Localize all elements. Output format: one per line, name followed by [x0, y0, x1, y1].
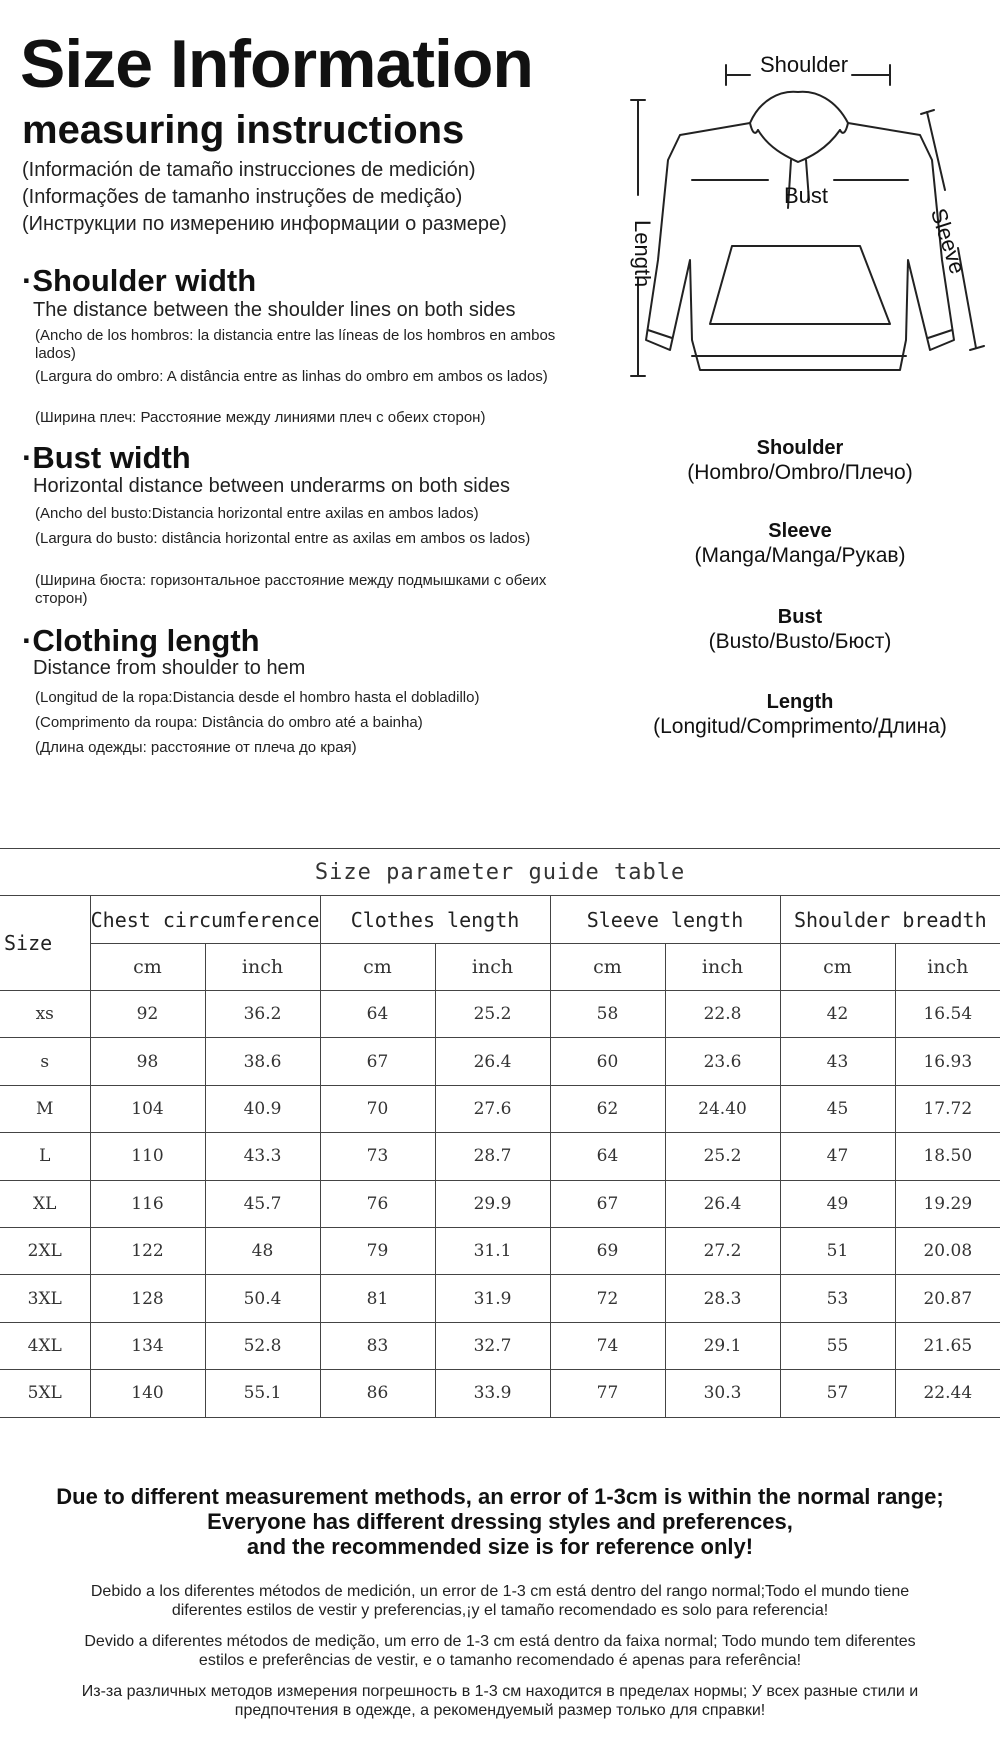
legend-length: [620, 690, 980, 740]
measurement-cell: 17.72: [895, 1085, 1000, 1132]
measurement-cell: 22.8: [665, 991, 780, 1038]
clothing-length-translation-es: (Longitud de la ropa:Distancia desde el hombro hasta el dobladillo): [35, 689, 480, 706]
bust-width-heading: ·Bust width: [22, 440, 191, 475]
measurement-cell: 83: [320, 1322, 435, 1369]
measurement-cell: 128: [90, 1275, 205, 1322]
size-table: [0, 848, 1000, 1418]
measurement-cell: 64: [320, 991, 435, 1038]
disclaimer-translation-ru: Из-за различных методов измерения погрешность в 1-3 см находится в пределах нормы; У всех разные стили и предпочтения в одежде, а рекомендуемый размер только для справки!: [81, 1683, 919, 1719]
measurement-cell: 26.4: [665, 1180, 780, 1227]
clothing-length-translation-pt: (Comprimento da roupa: Distância do ombro até a bainha): [35, 714, 423, 731]
measurement-cell: 140: [90, 1370, 205, 1417]
measurement-cell: 18.50: [895, 1133, 1000, 1180]
measurement-cell: 43: [780, 1038, 895, 1085]
measurement-cell: 74: [550, 1322, 665, 1369]
size-label-cell: XL: [0, 1180, 90, 1227]
measurement-cell: 28.7: [435, 1133, 550, 1180]
measurement-cell: 77: [550, 1370, 665, 1417]
disclaimer-line-3: and the recommended size is for reference only!: [246, 1534, 754, 1559]
bust-width-translation-ru: (Ширина бюста: горизонтальное расстояние между подмышками с обеих сторон): [35, 572, 547, 607]
measurement-cell: 73: [320, 1133, 435, 1180]
measurement-cell: 27.6: [435, 1085, 550, 1132]
unit-header: inch: [895, 944, 1000, 991]
shoulder-breadth-header: Shoulder breadth: [780, 896, 1000, 944]
clothing-length-translation-ru: (Длина одежды: расстояние от плеча до края): [35, 739, 357, 756]
measurement-cell: 52.8: [205, 1322, 320, 1369]
size-label-cell: L: [0, 1133, 90, 1180]
measurement-cell: 20.08: [895, 1227, 1000, 1274]
measurement-cell: 116: [90, 1180, 205, 1227]
measurement-cell: 67: [320, 1038, 435, 1085]
measurement-cell: 26.4: [435, 1038, 550, 1085]
size-label-cell: 3XL: [0, 1275, 90, 1322]
shoulder-width-description: The distance between the shoulder lines on both sides: [33, 299, 516, 321]
measurement-cell: 45.7: [205, 1180, 320, 1227]
table-row: [0, 1322, 1000, 1369]
legend-bust-title: Bust: [777, 606, 823, 628]
clothing-length-description: Distance from shoulder to hem: [33, 657, 306, 679]
measurement-cell: 16.93: [895, 1038, 1000, 1085]
measurement-cell: 98: [90, 1038, 205, 1085]
disclaimer-translation-pt: Devido a diferentes métodos de medição, um erro de 1-3 cm está dentro da faixa normal; Todo mundo tem diferentes estilos e preferências de vestir, e o tamanho recomendado é apenas para referência!: [84, 1633, 916, 1669]
measurement-cell: 86: [320, 1370, 435, 1417]
measurement-cell: 60: [550, 1038, 665, 1085]
size-label-cell: s: [0, 1038, 90, 1085]
measurement-cell: 28.3: [665, 1275, 780, 1322]
measurement-cell: 64: [550, 1133, 665, 1180]
unit-header: cm: [90, 944, 205, 991]
table-title: Size parameter guide table: [0, 849, 1000, 896]
unit-header: cm: [780, 944, 895, 991]
sleeve-length-header: Sleeve length: [550, 896, 780, 944]
measurement-cell: 70: [320, 1085, 435, 1132]
measurement-cell: 53: [780, 1275, 895, 1322]
measurement-cell: 92: [90, 991, 205, 1038]
measurement-cell: 24.40: [665, 1085, 780, 1132]
measurement-cell: 57: [780, 1370, 895, 1417]
measurement-cell: 45: [780, 1085, 895, 1132]
measurement-cell: 122: [90, 1227, 205, 1274]
size-label-cell: 4XL: [0, 1322, 90, 1369]
size-table-body: [0, 991, 1000, 1418]
measurement-cell: 30.3: [665, 1370, 780, 1417]
measurement-cell: 79: [320, 1227, 435, 1274]
shoulder-width-translation-ru: (Ширина плеч: Расстояние между линиями плеч с обеих сторон): [35, 409, 486, 426]
legend-sleeve-title: Sleeve: [768, 520, 832, 542]
table-row: [0, 991, 1000, 1038]
measurement-cell: 55: [780, 1322, 895, 1369]
measurement-cell: 76: [320, 1180, 435, 1227]
bust-width-translation-pt: (Largura do busto: distância horizontal entre as axilas em ambos os lados): [35, 530, 531, 547]
legend-sleeve: [620, 519, 980, 569]
measurement-cell: 134: [90, 1322, 205, 1369]
measurement-cell: 43.3: [205, 1133, 320, 1180]
measurement-cell: 42: [780, 991, 895, 1038]
disclaimer-line-1: Due to different measurement methods, an error of 1-3cm is within the normal range;: [56, 1484, 944, 1509]
clothes-length-header: Clothes length: [320, 896, 550, 944]
bust-width-translation-es: (Ancho del busto:Distancia horizontal entre axilas en ambos lados): [35, 505, 479, 522]
measurement-cell: 40.9: [205, 1085, 320, 1132]
measurement-cell: 29.1: [665, 1322, 780, 1369]
table-row: [0, 1180, 1000, 1227]
measurement-cell: 51: [780, 1227, 895, 1274]
measurement-cell: 104: [90, 1085, 205, 1132]
measurement-cell: 67: [550, 1180, 665, 1227]
subtitle-translation-ru: (Инструкции по измерению информации о размере): [22, 213, 507, 235]
unit-header: cm: [320, 944, 435, 991]
size-label-cell: xs: [0, 991, 90, 1038]
measurement-cell: 22.44: [895, 1370, 1000, 1417]
measurement-cell: 72: [550, 1275, 665, 1322]
measurement-cell: 69: [550, 1227, 665, 1274]
disclaimer-translation-es: Debido a los diferentes métodos de medición, un error de 1-3 cm está dentro del rango normal;Todo el mundo tiene diferentes estilos de vestir y preferencias,¡y el tamaño recomendado es solo para referencia!: [90, 1583, 910, 1619]
measurement-cell: 29.9: [435, 1180, 550, 1227]
unit-header: inch: [665, 944, 780, 991]
table-row: [0, 1085, 1000, 1132]
table-row: [0, 1275, 1000, 1322]
subtitle-translation-es: (Información de tamaño instrucciones de medición): [22, 159, 476, 181]
measurement-cell: 32.7: [435, 1322, 550, 1369]
measurement-cell: 33.9: [435, 1370, 550, 1417]
measurement-cell: 25.2: [435, 991, 550, 1038]
size-label-cell: 5XL: [0, 1370, 90, 1417]
measurement-cell: 36.2: [205, 991, 320, 1038]
measurement-cell: 62: [550, 1085, 665, 1132]
measurement-cell: 20.87: [895, 1275, 1000, 1322]
unit-header: cm: [550, 944, 665, 991]
size-label-cell: 2XL: [0, 1227, 90, 1274]
shoulder-width-heading: ·Shoulder width: [22, 263, 257, 298]
legend-shoulder-subtitle: (Hombro/Ombro/Плечо): [687, 461, 913, 484]
diagram-bust-label: Bust: [784, 183, 829, 208]
shoulder-width-translation-es: (Ancho de los hombros: la distancia entre las líneas de los hombros en ambos lados): [35, 327, 556, 362]
measurement-cell: 19.29: [895, 1180, 1000, 1227]
measurement-cell: 21.65: [895, 1322, 1000, 1369]
measurement-cell: 31.9: [435, 1275, 550, 1322]
page-subtitle: measuring instructions: [22, 108, 465, 152]
measurement-cell: 25.2: [665, 1133, 780, 1180]
page-title: Size Information: [20, 26, 533, 102]
legend-length-subtitle: (Longitud/Comprimento/Длина): [653, 715, 947, 738]
diagram-shoulder-label: Shoulder: [760, 52, 849, 77]
measurement-cell: 58: [550, 991, 665, 1038]
size-column-header: Size: [0, 896, 90, 991]
disclaimer-line-2: Everyone has different dressing styles and preferences,: [207, 1509, 793, 1534]
diagram-sleeve-label: Sleeve: [925, 205, 971, 277]
legend-bust-subtitle: (Busto/Busto/Бюст): [708, 630, 892, 653]
measurement-cell: 38.6: [205, 1038, 320, 1085]
subtitle-translation-pt: (Informações de tamanho instruções de medição): [22, 186, 463, 208]
table-row: [0, 1133, 1000, 1180]
table-row: [0, 1370, 1000, 1417]
measurement-cell: 81: [320, 1275, 435, 1322]
measurement-cell: 23.6: [665, 1038, 780, 1085]
measurement-cell: 31.1: [435, 1227, 550, 1274]
measurement-cell: 48: [205, 1227, 320, 1274]
measurement-cell: 27.2: [665, 1227, 780, 1274]
measurement-cell: 110: [90, 1133, 205, 1180]
legend-bust: [620, 605, 980, 655]
bust-width-description: Horizontal distance between underarms on both sides: [33, 475, 510, 497]
size-label-cell: M: [0, 1085, 90, 1132]
legend-shoulder-title: Shoulder: [756, 437, 844, 459]
chest-circumference-header: Chest circumference: [90, 896, 320, 944]
measurement-cell: 47: [780, 1133, 895, 1180]
clothing-length-heading: ·Clothing length: [22, 623, 260, 658]
diagram-length-label: Length: [630, 220, 655, 288]
measurement-cell: 49: [780, 1180, 895, 1227]
unit-header: inch: [205, 944, 320, 991]
table-row: [0, 1038, 1000, 1085]
unit-header: inch: [435, 944, 550, 991]
shoulder-width-translation-pt: (Largura do ombro: A distância entre as linhas do ombro em ambos os lados): [35, 368, 548, 385]
measurement-cell: 16.54: [895, 991, 1000, 1038]
measurement-cell: 55.1: [205, 1370, 320, 1417]
legend-sleeve-subtitle: (Manga/Manga/Рукав): [694, 544, 906, 567]
legend-shoulder: [620, 436, 980, 486]
measurement-cell: 50.4: [205, 1275, 320, 1322]
legend-length-title: Length: [766, 691, 834, 713]
table-row: [0, 1227, 1000, 1274]
